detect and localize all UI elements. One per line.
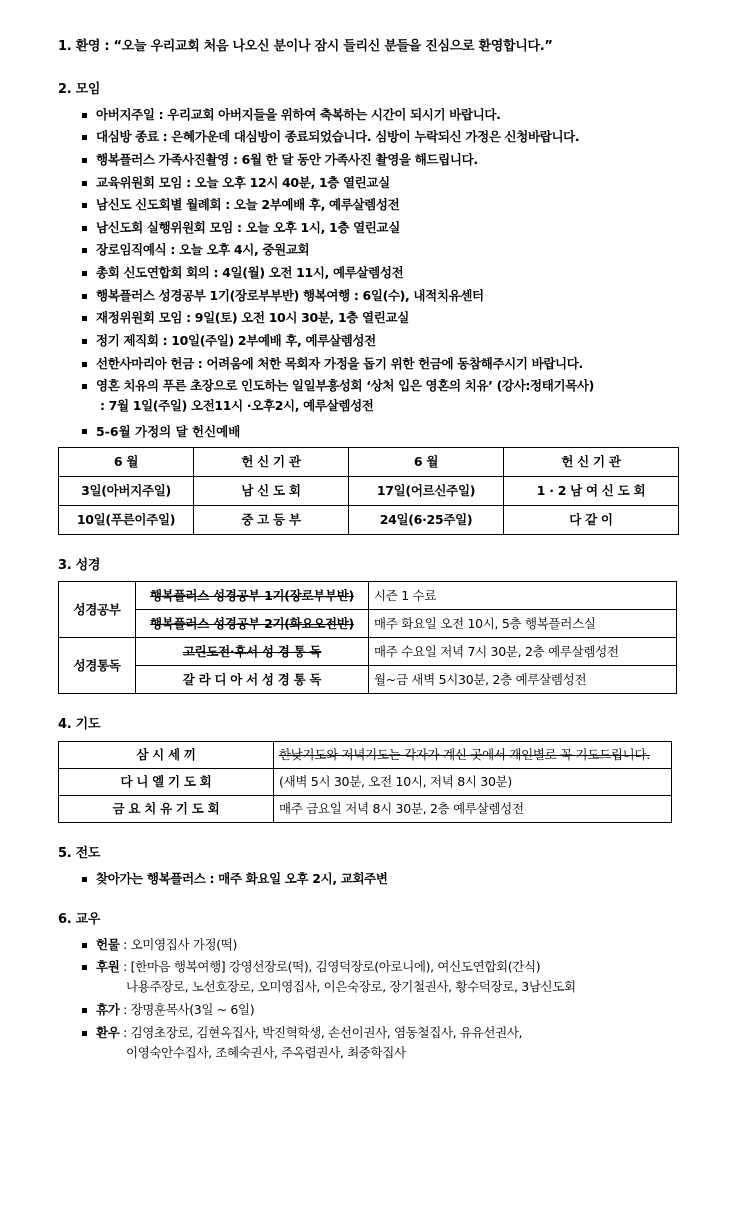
table-row <box>59 505 679 534</box>
section-fellowship <box>58 911 686 1062</box>
section-welcome <box>58 38 686 57</box>
table-row <box>59 638 677 666</box>
prayer-detail-3: 매주 금요일 저녁 8시 30분, 2층 예루살렘성전 <box>274 796 672 823</box>
prayer-table <box>58 741 672 823</box>
welcome-heading: 1. 환영 : “오늘 우리교회 처음 나오신 분이나 잠시 들리신 분들을 진심으로 환영합니다.” <box>58 39 553 54</box>
offering-cell: 1 · 2 남 여 신 도 회 <box>504 476 679 505</box>
table-row <box>59 610 677 638</box>
list-item <box>82 106 686 124</box>
meetings-list <box>58 106 686 416</box>
fellowship-list <box>58 936 686 1062</box>
offering-cell: 3일(아버지주일) <box>59 476 194 505</box>
fellowship-sep: : <box>119 936 131 952</box>
bible-reading-title: 고린도전·후서 성 경 통 독 <box>136 638 369 666</box>
list-item <box>82 355 686 373</box>
fellowship-sep: : <box>119 1001 131 1017</box>
section-meetings <box>58 81 686 535</box>
meeting-item-text: 총회 신도연합회 회의 : 4일(월) 오전 11시, 예루살렘성전 <box>96 265 404 281</box>
table-row <box>59 742 672 769</box>
meeting-item-text: 행복플러스 가족사진촬영 : 6월 한 달 동안 가족사진 촬영을 해드립니다. <box>96 151 478 167</box>
list-item <box>82 287 686 305</box>
list-item <box>82 151 686 169</box>
evangelism-list <box>58 870 686 888</box>
list-item <box>82 128 686 146</box>
offering-table <box>58 447 679 535</box>
list-item <box>82 1024 686 1062</box>
bible-course-detail: 매주 화요일 오전 10시, 5층 행복플러스실 <box>369 610 677 638</box>
offering-cell: 24일(6·25주일) <box>349 505 504 534</box>
fellowship-heading: 6. 교우 <box>58 911 101 927</box>
bible-course-title: 행복플러스 성경공부 1기(장로부부반) <box>136 582 369 610</box>
fellowship-line: 김영초장로, 김현옥집사, 박진혁학생, 손선이권사, 염동철집사, 유유선권사, <box>130 1024 523 1040</box>
table-row <box>59 447 679 476</box>
fellowship-line: [한마음 행복여행] 강영선장로(떡), 김영덕장로(아로니에), 여신도연합회(간식) <box>130 959 541 975</box>
section-prayer <box>58 716 686 823</box>
list-item <box>82 958 686 996</box>
offering-header-group-1: 헌 신 기 관 <box>194 447 349 476</box>
list-item <box>82 196 686 214</box>
table-row <box>59 796 672 823</box>
bible-reading-detail: 월~금 새벽 5시30분, 2층 예루살렘성전 <box>369 666 677 694</box>
list-item <box>82 241 686 259</box>
fellowship-line: 장명훈목사(3일 ~ 6일) <box>130 1001 255 1017</box>
offering-cell: 남 신 도 회 <box>194 476 349 505</box>
bible-reading-title: 갈 라 디 아 서 성 경 통 독 <box>136 666 369 694</box>
offering-header-month-1: 6 월 <box>59 447 194 476</box>
list-item-revival <box>82 377 686 415</box>
prayer-detail-1: 한낮기도와 저녁기도는 각자가 계신 곳에서 개인별로 꼭 기도드립니다. <box>274 742 672 769</box>
meeting-item-text: 정기 제직회 : 10일(주일) 2부예배 후, 예루살렘성전 <box>96 332 376 348</box>
meeting-item-text: 선한사마리아 헌금 : 어려움에 처한 목회자 가정을 돕기 위한 헌금에 동참해주시기 바랍니다. <box>96 355 583 371</box>
list-item <box>82 332 686 350</box>
meeting-item-text: 남신도회 실행위원회 모임 : 오늘 오후 1시, 1층 열린교실 <box>96 219 400 235</box>
section-evangelism <box>58 845 686 888</box>
fellowship-sep: : <box>119 959 131 975</box>
bible-row-label-study: 성경공부 <box>59 582 136 638</box>
list-item <box>82 1001 686 1019</box>
meeting-item-text: 아버지주일 : 우리교회 아버지들을 위하여 축복하는 시간이 되시기 바랍니다. <box>96 106 501 122</box>
table-row <box>59 476 679 505</box>
list-item <box>82 936 686 954</box>
fellowship-label: 휴가 <box>96 1001 120 1017</box>
meeting-item-text: 재정위원회 모임 : 9일(토) 오전 10시 30분, 1층 열린교실 <box>96 310 409 326</box>
meeting-item-text: 행복플러스 성경공부 1기(장로부부반) 행복여행 : 6일(수), 내적치유센터 <box>96 287 484 303</box>
meeting-item-text: 장로임직예식 : 오늘 오후 4시, 중원교회 <box>96 242 310 258</box>
offering-cell: 17일(어르신주일) <box>349 476 504 505</box>
bible-course-title: 행복플러스 성경공부 2기(화요오전반) <box>136 610 369 638</box>
fellowship-label: 환우 <box>96 1024 120 1040</box>
list-item <box>82 174 686 192</box>
table-row <box>59 582 677 610</box>
meeting-item-text: 대심방 종료 : 은혜가운데 대심방이 종료되었습니다. 심방이 누락되신 가정은 신청바랍니다. <box>96 129 580 145</box>
list-item <box>82 219 686 237</box>
evangelism-item-text: 찾아가는 행복플러스 : 매주 화요일 오후 2시, 교회주변 <box>96 871 388 887</box>
prayer-detail-2: (새벽 5시 30분, 오전 10시, 저녁 8시 30분) <box>274 769 672 796</box>
fellowship-sep: : <box>119 1024 131 1040</box>
revival-line-2: : 7월 1일(주일) 오전11시 ·오후2시, 예루살렘성전 <box>100 398 374 414</box>
list-item <box>82 309 686 327</box>
list-item <box>82 870 686 888</box>
fellowship-line: 이영숙안수집사, 조혜숙권사, 주옥렴권사, 최중학집사 <box>126 1044 406 1060</box>
offering-cell: 다 같 이 <box>504 505 679 534</box>
offering-cell: 중 고 등 부 <box>194 505 349 534</box>
revival-line-1: 영혼 치유의 푸른 초장으로 인도하는 일일부흥성회 ‘상처 입은 영혼의 치유’ (강사:정태기목사) <box>96 378 595 394</box>
prayer-heading: 4. 기도 <box>58 717 101 733</box>
fellowship-label: 후원 <box>96 959 120 975</box>
meeting-item-text: 교육위원회 모임 : 오늘 오후 12시 40분, 1층 열린교실 <box>96 174 390 190</box>
fellowship-line: 나용주장로, 노선호장로, 오미영집사, 이은숙장로, 장기철권사, 황수덕장로, 3남신도회 <box>126 979 576 995</box>
evangelism-heading: 5. 전도 <box>58 846 101 862</box>
bible-reading-detail: 매주 수요일 저녁 7시 30분, 2층 예루살렘성전 <box>369 638 677 666</box>
bible-course-detail: 시즌 1 수료 <box>369 582 677 610</box>
offering-header-month-2: 6 월 <box>349 447 504 476</box>
prayer-label-2: 다 니 엘 기 도 회 <box>59 769 274 796</box>
offering-table-label: 5-6월 가정의 달 헌신예배 <box>82 423 686 441</box>
section-bible <box>58 557 686 695</box>
list-item <box>82 264 686 282</box>
fellowship-label: 헌물 <box>96 936 120 952</box>
meetings-heading: 2. 모임 <box>58 81 101 97</box>
bible-row-label-reading: 성경통독 <box>59 638 136 694</box>
offering-header-group-2: 헌 신 기 관 <box>504 447 679 476</box>
prayer-label-1: 삼 시 세 끼 <box>59 742 274 769</box>
table-row <box>59 769 672 796</box>
offering-cell: 10일(푸른이주일) <box>59 505 194 534</box>
table-row <box>59 666 677 694</box>
fellowship-line: 오미영집사 가정(떡) <box>130 936 238 952</box>
meeting-item-text: 남신도 신도회별 월례회 : 오늘 2부예배 후, 예루살렘성전 <box>96 197 400 213</box>
bible-heading: 3. 성경 <box>58 557 101 573</box>
bible-table <box>58 581 677 694</box>
prayer-label-3: 금 요 치 유 기 도 회 <box>59 796 274 823</box>
